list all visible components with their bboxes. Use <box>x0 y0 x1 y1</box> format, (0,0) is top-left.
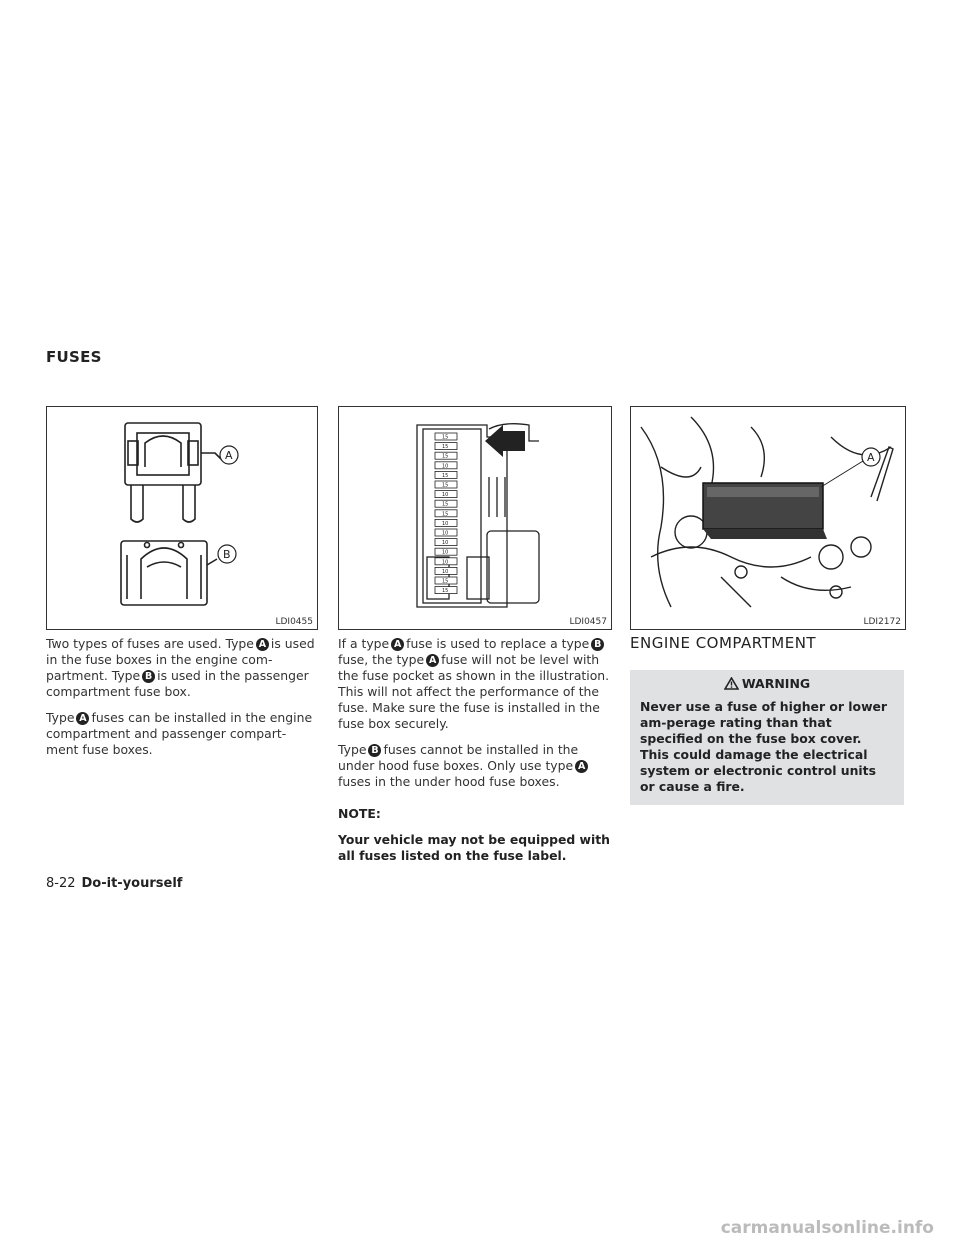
fuse-slot-value: 10 <box>442 559 449 566</box>
fuse-slot-value: 15 <box>442 434 449 441</box>
fuse-slot-value: 10 <box>442 530 449 537</box>
marker-b-icon: B <box>142 670 155 683</box>
fuse-slot-value: 10 <box>442 492 449 499</box>
page-number: 8-22 <box>46 876 76 891</box>
marker-b-icon: B <box>591 638 604 651</box>
marker-a-icon: A <box>76 712 89 725</box>
text: fuses cannot be installed in the under hood fuse boxes. Only use type <box>338 742 579 773</box>
figure-id: LDI2172 <box>863 617 901 627</box>
figure-fuse-types <box>46 406 318 630</box>
paragraph <box>338 636 612 732</box>
text: Type <box>46 710 75 725</box>
note-heading: NOTE: <box>338 806 381 821</box>
subheading: ENGINE COMPARTMENT <box>630 634 817 652</box>
figure-id: LDI0457 <box>569 617 607 627</box>
figure-engine-compartment <box>630 406 906 630</box>
watermark: carmanualsonline.info <box>720 1218 934 1238</box>
text: fuse, the type <box>338 652 425 667</box>
marker-b-icon: B <box>368 744 381 757</box>
marker-a-icon: A <box>575 760 588 773</box>
warning-label: WARNING <box>741 676 811 691</box>
fig1-label-b: B <box>223 548 231 561</box>
fuse-slot-value: 10 <box>442 568 449 575</box>
fuse-box-illustration <box>339 407 611 629</box>
marker-a-icon: A <box>256 638 269 651</box>
fuse-slot-value: 15 <box>442 588 449 595</box>
text: fuse will not be level with the fuse pocket as shown in the illustration. This will not affect the performance of the fuse. Make sure the fuse is installed in the fuse box securely. <box>338 652 610 731</box>
fuse-slot-value: 15 <box>442 482 449 489</box>
marker-a-icon: A <box>391 638 404 651</box>
warning-heading <box>640 676 894 691</box>
page-footer <box>46 876 182 891</box>
text: fuse is used to replace a type <box>406 636 590 651</box>
fuse-slot-value: 10 <box>442 549 449 556</box>
fuse-slot-value: 15 <box>442 501 449 508</box>
warning-box <box>630 670 904 805</box>
text: fuses in the under hood fuse boxes. <box>338 774 560 789</box>
warning-triangle-icon <box>724 677 739 690</box>
marker-a-icon: A <box>426 654 439 667</box>
arrow-icon <box>485 425 525 457</box>
text: is used in the fuse boxes in the engine com-partment. Type <box>46 636 315 683</box>
fuse-slot-value: 10 <box>442 520 449 527</box>
paragraph <box>46 710 318 758</box>
section-title: FUSES <box>46 348 102 366</box>
engine-compartment-illustration <box>631 407 905 629</box>
fuse-slot-value: 10 <box>442 540 449 547</box>
column-3 <box>630 634 904 805</box>
footer-section: Do-it-yourself <box>81 876 183 891</box>
paragraph <box>338 742 612 790</box>
column-1 <box>46 636 318 768</box>
figure-id: LDI0455 <box>275 617 313 627</box>
fig1-label-a: A <box>225 449 233 462</box>
fuse-types-illustration <box>47 407 317 629</box>
fuse-slot-value: 15 <box>442 444 449 451</box>
text: fuses can be installed in the engine compartment and passenger compart-ment fuse boxes. <box>46 710 313 757</box>
fuse-slot-value: 15 <box>442 578 449 585</box>
text: If a type <box>338 636 390 651</box>
text: Two types of fuses are used. Type <box>46 636 254 651</box>
fig3-label-a: A <box>867 451 875 464</box>
fuse-slot-value: 15 <box>442 511 449 518</box>
paragraph <box>46 636 318 700</box>
text: Type <box>338 742 367 757</box>
fuse-slot-value: 15 <box>442 472 449 479</box>
warning-text: Never use a fuse of higher or lower am-perage rating than that specified on the fuse box cover. This could damage the electrical system or electronic control units or cause a fire. <box>640 699 888 794</box>
fuse-box-block <box>703 483 827 539</box>
column-2 <box>338 636 612 874</box>
text: is used in the passenger compartment fuse box. <box>46 668 309 699</box>
figure-fuse-box <box>338 406 612 630</box>
note-text: Your vehicle may not be equipped with all fuses listed on the fuse label. <box>338 832 610 863</box>
fuse-slot-value: 10 <box>442 463 449 470</box>
fuse-slot-value: 15 <box>442 453 449 460</box>
